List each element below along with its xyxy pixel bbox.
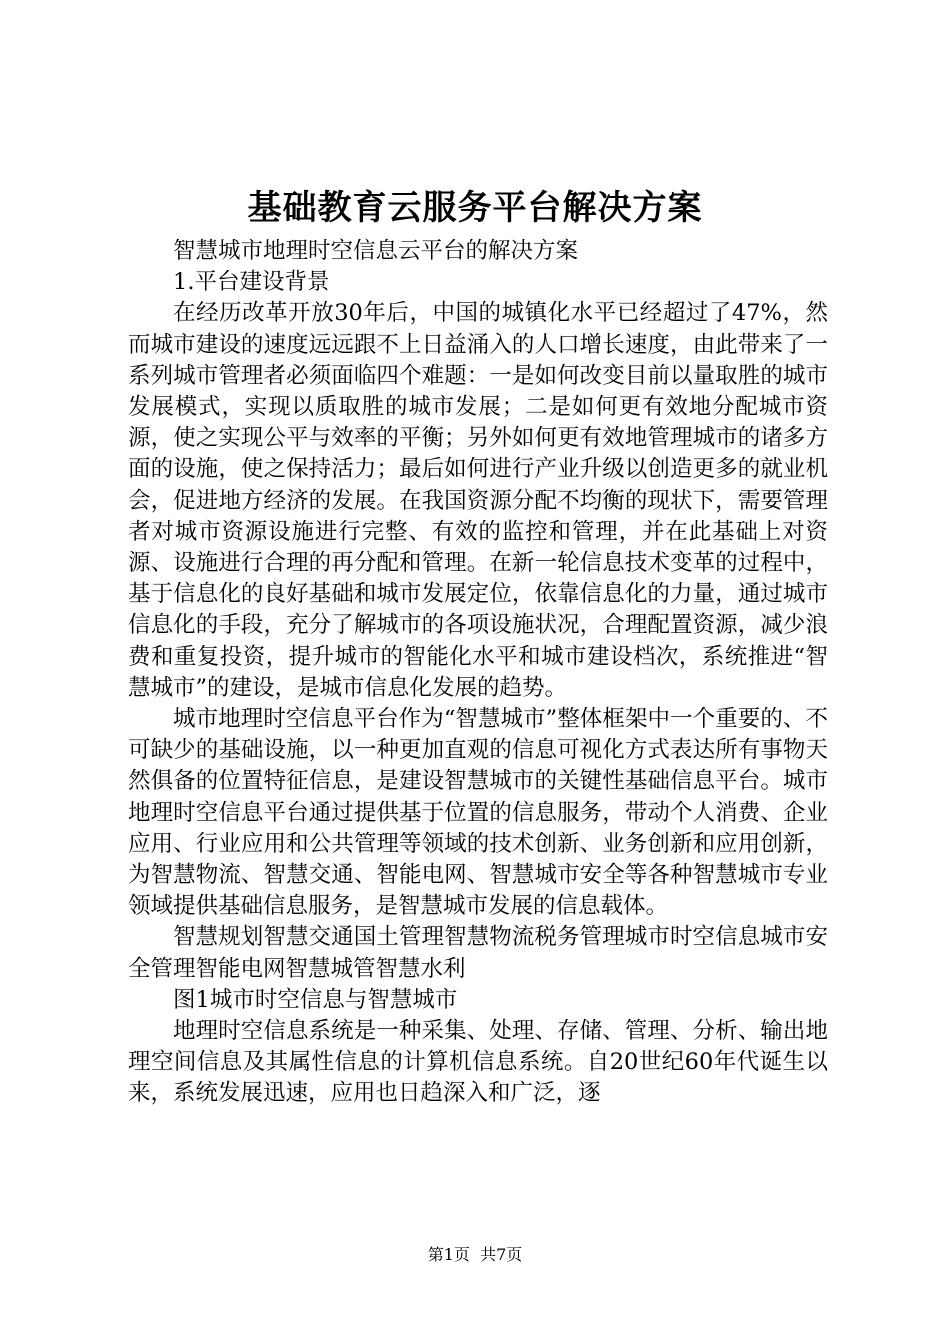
paragraph: 在经历改革开放30年后，中国的城镇化水平已经超过了47%，然而城市建设的速度远远跟不上日益涌入的人口增长速度，由此带来了一系列城市管理者必须面临四个难题：一是如何改变目前以量取胜的城市发展模式，实现以质取胜的城市发展；二是如何更有效地分配城市资源，使之实现公平与效率的平衡；另外如何更有效地管理城市的诸多方面的设施，使之保持活力；最后如何进行产业升级以创造更多的就业机会，促进地方经济的发展。在我国资源分配不均衡的现状下，需要管理者对城市资源设施进行完整、有效的监控和管理，并在此基础上对资源、设施进行合理的再分配和管理。在新一轮信息技术变革的过程中，基于信息化的良好基础和城市发展定位，依靠信息化的力量，通过城市信息化的手段，充分了解城市的各项设施状况，合理配置资源，减少浪费和重复投资，提升城市的智能化水平和城市建设档次，系统推进“智慧城市”的建设，是城市信息化发展的趋势。 — [128, 300, 828, 701]
paragraph: 地理时空信息系统是一种采集、处理、存储、管理、分析、输出地理空间信息及其属性信息的计算机信息系统。自20世纪60年代诞生以来，系统发展迅速，应用也日趋深入和广泛，逐 — [128, 1018, 828, 1107]
page-total: 共7页 — [480, 1245, 523, 1264]
document-body — [128, 236, 828, 1110]
document-title: 基础教育云服务平台解决方案 — [247, 188, 703, 228]
paragraph: 城市地理时空信息平台作为“智慧城市”整体框架中一个重要的、不可缺少的基础设施，以一种更加直观的信息可视化方式表达所有事物天然俱备的位置特征信息，是建设智慧城市的关键性基础信息平台。城市地理时空信息平台通过提供基于位置的信息服务，带动个人消费、企业应用、行业应用和公共管理等领域的技术创新、业务创新和应用创新，为智慧物流、智慧交通、智能电网、智慧城市安全等各种智慧城市专业领域提供基础信息服务，是智慧城市发展的信息载体。 — [128, 706, 828, 920]
subtitle: 智慧城市地理时空信息云平台的解决方案 — [173, 238, 579, 264]
paragraph: 智慧规划智慧交通国土管理智慧物流税务管理城市时空信息城市安全管理智能电网智慧城管智慧水利 — [128, 924, 828, 982]
figure-caption: 图1城市时空信息与智慧城市 — [173, 986, 458, 1013]
page-footer — [0, 1244, 950, 1266]
footer-spacer — [470, 1245, 480, 1264]
page-number: 第1页 — [427, 1245, 470, 1264]
section-heading: 1.平台建设背景 — [173, 269, 330, 296]
